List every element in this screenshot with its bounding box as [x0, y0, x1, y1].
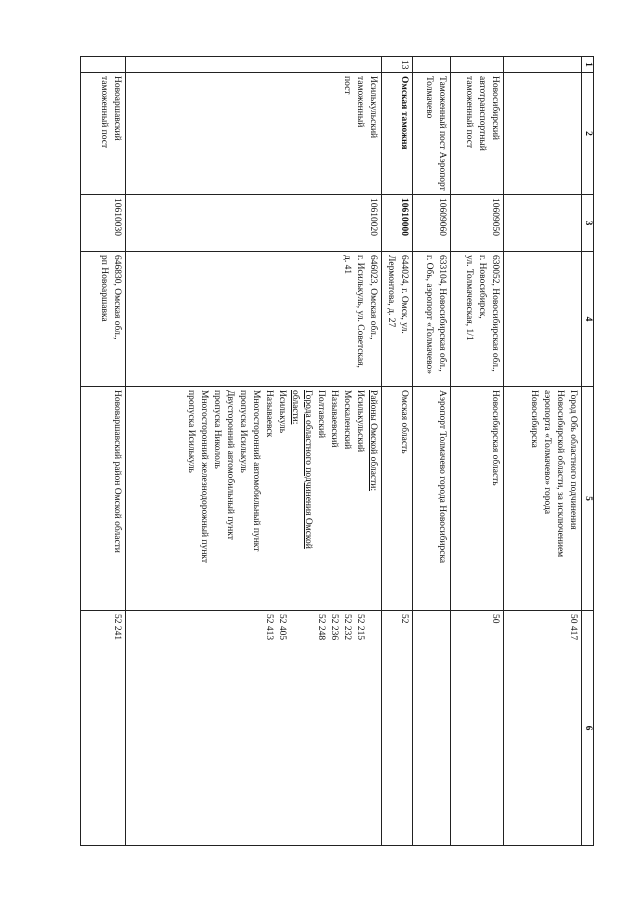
text-line: 52 413: [264, 614, 274, 641]
text-line: г. Новосибирск,: [477, 255, 487, 319]
num-cell: [81, 57, 126, 73]
header-cell: 1: [582, 57, 594, 73]
okato-cell: [451, 611, 504, 846]
text-line: Полтавский: [316, 390, 326, 439]
table-row: [504, 57, 582, 846]
text-line: Москаленский: [342, 390, 352, 450]
text-line: 646830, Омская обл.,: [112, 255, 122, 340]
text-line: Многосторонний железнодорожный пункт: [199, 390, 209, 564]
region-cell: [81, 387, 126, 611]
region-heading: Районы Омской области:: [368, 390, 378, 492]
text-line: Новосибирская область: [490, 390, 500, 486]
code-cell: 10610000: [382, 195, 413, 252]
text-line: Новосибирска: [529, 390, 539, 448]
region-heading: Города областного подчинения Омской: [303, 390, 313, 549]
text-line: Новосибирский: [490, 76, 500, 140]
header-cell: 5: [582, 387, 594, 611]
region-cell: [451, 387, 504, 611]
text-line: Омская область: [399, 390, 409, 454]
spacer: [301, 614, 314, 842]
spacer: [366, 614, 379, 842]
table-row: [382, 57, 413, 846]
text-line: 52: [399, 614, 409, 624]
num-cell: 13: [382, 57, 413, 73]
region-heading: области:: [290, 390, 300, 425]
text-line: Нововаршавский район Омской области: [112, 390, 122, 553]
text-line: Двусторонний автомобильный пункт: [225, 390, 235, 540]
customs-table: [80, 56, 594, 846]
text-line: Новоаршавский: [112, 76, 122, 141]
text-line: пропуска Исилькуль: [186, 390, 196, 473]
address-cell: [451, 252, 504, 387]
text-line: Аэропорт Толмачево города Новосибирска: [437, 390, 447, 564]
text-line: пропуска Никололь: [212, 390, 222, 469]
text-line: Многосторонний автомобильный пункт: [251, 390, 261, 552]
text-line: Новосибирской области, за исключением: [555, 390, 565, 558]
text-line: ул. Толмачевская, 1/1: [464, 255, 474, 341]
num-cell: [413, 57, 451, 73]
text-line: пропуска Исилькуль: [238, 390, 248, 473]
okato-cell: [413, 611, 451, 846]
text-line: г. Обь, аэропорт «Толмачево»: [424, 255, 434, 375]
text-line: автотранспортный: [477, 76, 487, 151]
text-line: Омская таможня: [399, 76, 409, 150]
okato-cell: [81, 611, 126, 846]
table-row: [413, 57, 451, 846]
address-cell: [382, 252, 413, 387]
text-line: г. Исилькуль, ул. Советская,: [355, 255, 365, 368]
address-cell: [81, 252, 126, 387]
name-cell: [126, 73, 382, 195]
text-line: 52 232: [342, 614, 352, 641]
text-line: 52 236: [329, 614, 339, 641]
text-line: таможенный пост: [99, 76, 109, 149]
address-cell: [504, 252, 582, 387]
header-cell: 4: [582, 252, 594, 387]
table-row: [81, 57, 126, 846]
code-cell: 10610020: [126, 195, 382, 252]
text-line: Город Обь областного подчинения: [568, 390, 578, 530]
name-cell: [81, 73, 126, 195]
text-line: 50 417: [568, 614, 578, 641]
spacer: [288, 614, 301, 842]
text-line: пост: [342, 76, 352, 95]
okato-cell: [126, 611, 382, 846]
text-line: 644024, г. Омск, ул.: [399, 255, 409, 334]
header-cell: 2: [582, 73, 594, 195]
num-cell: [504, 57, 582, 73]
text-line: д. 41: [342, 255, 352, 275]
text-line: 52 215: [355, 614, 365, 641]
code-cell: 10609050: [451, 195, 504, 252]
name-cell: [504, 73, 582, 195]
text-line: аэропорта «Толмачево» города: [542, 390, 552, 515]
text-line: Называевский: [329, 390, 339, 448]
name-cell: [451, 73, 504, 195]
text-line: 633104, Новосибирская обл.,: [437, 255, 447, 372]
text-line: рп Новоаршавка: [99, 255, 109, 322]
header-row: [582, 57, 594, 846]
text-line: Исилькульский: [355, 390, 365, 453]
address-cell: [413, 252, 451, 387]
header-cell: 6: [582, 611, 594, 846]
text-line: 50: [490, 614, 500, 624]
address-cell: [126, 252, 382, 387]
text-line: Исилькуль: [277, 390, 287, 434]
text-line: Толмачево: [424, 76, 434, 119]
text-line: Таможенный пост Аэропорт: [437, 76, 447, 191]
text-line: Исилькульский таможенный: [355, 76, 378, 139]
text-line: Называевск: [264, 390, 274, 438]
region-cell: [382, 387, 413, 611]
code-cell: 10609060: [413, 195, 451, 252]
region-cell: [504, 387, 582, 611]
name-cell: [382, 73, 413, 195]
text-line: Лермонтова, д. 27: [386, 255, 396, 328]
region-cell: [413, 387, 451, 611]
okato-cell: [382, 611, 413, 846]
region-cell: [126, 387, 382, 611]
text-line: 646023, Омская обл.,: [368, 255, 378, 340]
code-cell: [504, 195, 582, 252]
table-row: [126, 57, 382, 846]
okato-cell: [504, 611, 582, 846]
header-cell: 3: [582, 195, 594, 252]
text-line: 52 248: [316, 614, 326, 641]
code-cell: 10610030: [81, 195, 126, 252]
text-line: 52 241: [112, 614, 122, 641]
text-line: таможенный пост: [464, 76, 474, 149]
text-line: 52 405: [277, 614, 287, 641]
name-cell: [413, 73, 451, 195]
num-cell: [451, 57, 504, 73]
table-row: [451, 57, 504, 846]
num-cell: [126, 57, 382, 73]
text-line: 630052, Новосибирская обл.,: [490, 255, 500, 372]
